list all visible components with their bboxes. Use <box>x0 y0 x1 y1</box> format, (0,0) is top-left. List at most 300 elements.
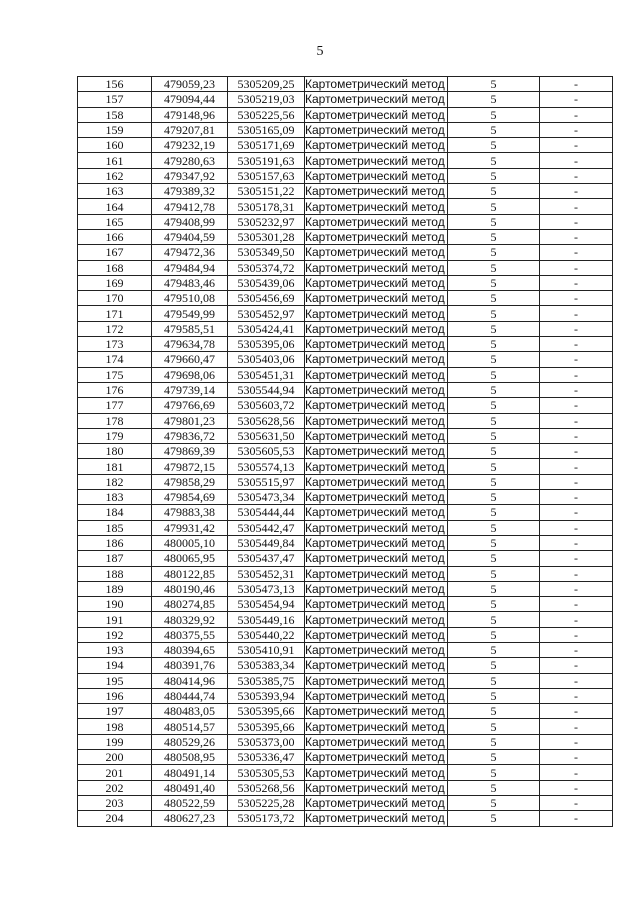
accuracy-cell: 5 <box>448 398 540 413</box>
description-cell: - <box>540 428 613 443</box>
accuracy-cell: 5 <box>448 413 540 428</box>
point-number-cell: 196 <box>78 688 152 703</box>
point-number-cell: 183 <box>78 490 152 505</box>
y-coordinate-cell: 5305437,47 <box>228 551 305 566</box>
y-coordinate-cell: 5305305,53 <box>228 765 305 780</box>
method-cell: Картометрический метод <box>305 811 448 826</box>
point-number-cell: 197 <box>78 704 152 719</box>
y-coordinate-cell: 5305191,63 <box>228 153 305 168</box>
point-number-cell: 189 <box>78 581 152 596</box>
description-cell: - <box>540 520 613 535</box>
table-row <box>78 352 613 367</box>
method-cell: Картометрический метод <box>305 92 448 107</box>
x-coordinate-cell: 479872,15 <box>152 459 228 474</box>
accuracy-cell: 5 <box>448 490 540 505</box>
method-cell: Картометрический метод <box>305 597 448 612</box>
accuracy-cell: 5 <box>448 245 540 260</box>
accuracy-cell: 5 <box>448 77 540 92</box>
x-coordinate-cell: 480391,76 <box>152 658 228 673</box>
accuracy-cell: 5 <box>448 459 540 474</box>
x-coordinate-cell: 480491,40 <box>152 780 228 795</box>
x-coordinate-cell: 479059,23 <box>152 77 228 92</box>
method-cell: Картометрический метод <box>305 138 448 153</box>
x-coordinate-cell: 479634,78 <box>152 337 228 352</box>
description-cell: - <box>540 245 613 260</box>
point-number-cell: 176 <box>78 382 152 397</box>
description-cell: - <box>540 688 613 703</box>
table-row <box>78 658 613 673</box>
table-row <box>78 214 613 229</box>
description-cell: - <box>540 77 613 92</box>
y-coordinate-cell: 5305603,72 <box>228 398 305 413</box>
method-cell: Картометрический метод <box>305 688 448 703</box>
coordinates-table-body <box>78 77 613 827</box>
description-cell: - <box>540 780 613 795</box>
method-cell: Картометрический метод <box>305 260 448 275</box>
y-coordinate-cell: 5305452,31 <box>228 566 305 581</box>
table-row <box>78 184 613 199</box>
accuracy-cell: 5 <box>448 321 540 336</box>
point-number-cell: 165 <box>78 214 152 229</box>
accuracy-cell: 5 <box>448 168 540 183</box>
method-cell: Картометрический метод <box>305 627 448 642</box>
x-coordinate-cell: 479484,94 <box>152 260 228 275</box>
y-coordinate-cell: 5305424,41 <box>228 321 305 336</box>
accuracy-cell: 5 <box>448 811 540 826</box>
y-coordinate-cell: 5305403,06 <box>228 352 305 367</box>
description-cell: - <box>540 275 613 290</box>
description-cell: - <box>540 658 613 673</box>
point-number-cell: 188 <box>78 566 152 581</box>
point-number-cell: 201 <box>78 765 152 780</box>
accuracy-cell: 5 <box>448 765 540 780</box>
x-coordinate-cell: 479836,72 <box>152 428 228 443</box>
description-cell: - <box>540 444 613 459</box>
table-row <box>78 459 613 474</box>
method-cell: Картометрический метод <box>305 566 448 581</box>
accuracy-cell: 5 <box>448 642 540 657</box>
accuracy-cell: 5 <box>448 260 540 275</box>
table-row <box>78 153 613 168</box>
method-cell: Картометрический метод <box>305 750 448 765</box>
table-row <box>78 337 613 352</box>
x-coordinate-cell: 479698,06 <box>152 367 228 382</box>
accuracy-cell: 5 <box>448 306 540 321</box>
accuracy-cell: 5 <box>448 367 540 382</box>
y-coordinate-cell: 5305173,72 <box>228 811 305 826</box>
table-row <box>78 367 613 382</box>
x-coordinate-cell: 479549,99 <box>152 306 228 321</box>
accuracy-cell: 5 <box>448 734 540 749</box>
table-row <box>78 428 613 443</box>
description-cell: - <box>540 719 613 734</box>
accuracy-cell: 5 <box>448 505 540 520</box>
method-cell: Картометрический метод <box>305 214 448 229</box>
method-cell: Картометрический метод <box>305 382 448 397</box>
x-coordinate-cell: 479854,69 <box>152 490 228 505</box>
x-coordinate-cell: 480522,59 <box>152 795 228 810</box>
description-cell: - <box>540 138 613 153</box>
y-coordinate-cell: 5305473,34 <box>228 490 305 505</box>
method-cell: Картометрический метод <box>305 122 448 137</box>
description-cell: - <box>540 229 613 244</box>
accuracy-cell: 5 <box>448 92 540 107</box>
point-number-cell: 179 <box>78 428 152 443</box>
accuracy-cell: 5 <box>448 214 540 229</box>
accuracy-cell: 5 <box>448 673 540 688</box>
accuracy-cell: 5 <box>448 795 540 810</box>
table-row <box>78 627 613 642</box>
table-row <box>78 597 613 612</box>
method-cell: Картометрический метод <box>305 612 448 627</box>
table-row <box>78 795 613 810</box>
description-cell: - <box>540 321 613 336</box>
point-number-cell: 180 <box>78 444 152 459</box>
description-cell: - <box>540 459 613 474</box>
point-number-cell: 170 <box>78 291 152 306</box>
point-number-cell: 182 <box>78 474 152 489</box>
table-row <box>78 92 613 107</box>
method-cell: Картометрический метод <box>305 704 448 719</box>
y-coordinate-cell: 5305444,44 <box>228 505 305 520</box>
x-coordinate-cell: 479510,08 <box>152 291 228 306</box>
accuracy-cell: 5 <box>448 750 540 765</box>
description-cell: - <box>540 474 613 489</box>
y-coordinate-cell: 5305373,00 <box>228 734 305 749</box>
point-number-cell: 185 <box>78 520 152 535</box>
y-coordinate-cell: 5305628,56 <box>228 413 305 428</box>
description-cell: - <box>540 734 613 749</box>
accuracy-cell: 5 <box>448 719 540 734</box>
y-coordinate-cell: 5305171,69 <box>228 138 305 153</box>
x-coordinate-cell: 479766,69 <box>152 398 228 413</box>
accuracy-cell: 5 <box>448 275 540 290</box>
accuracy-cell: 5 <box>448 581 540 596</box>
point-number-cell: 181 <box>78 459 152 474</box>
table-row <box>78 750 613 765</box>
description-cell: - <box>540 704 613 719</box>
table-row <box>78 168 613 183</box>
table-row <box>78 291 613 306</box>
y-coordinate-cell: 5305574,13 <box>228 459 305 474</box>
x-coordinate-cell: 480491,14 <box>152 765 228 780</box>
x-coordinate-cell: 480122,85 <box>152 566 228 581</box>
description-cell: - <box>540 291 613 306</box>
table-row <box>78 260 613 275</box>
y-coordinate-cell: 5305442,47 <box>228 520 305 535</box>
y-coordinate-cell: 5305157,63 <box>228 168 305 183</box>
y-coordinate-cell: 5305454,94 <box>228 597 305 612</box>
method-cell: Картометрический метод <box>305 428 448 443</box>
description-cell: - <box>540 551 613 566</box>
description-cell: - <box>540 199 613 214</box>
point-number-cell: 171 <box>78 306 152 321</box>
description-cell: - <box>540 367 613 382</box>
description-cell: - <box>540 107 613 122</box>
method-cell: Картометрический метод <box>305 780 448 795</box>
accuracy-cell: 5 <box>448 688 540 703</box>
point-number-cell: 186 <box>78 535 152 550</box>
description-cell: - <box>540 673 613 688</box>
y-coordinate-cell: 5305165,09 <box>228 122 305 137</box>
point-number-cell: 169 <box>78 275 152 290</box>
accuracy-cell: 5 <box>448 535 540 550</box>
method-cell: Картометрический метод <box>305 505 448 520</box>
description-cell: - <box>540 382 613 397</box>
point-number-cell: 159 <box>78 122 152 137</box>
method-cell: Картометрический метод <box>305 291 448 306</box>
point-number-cell: 190 <box>78 597 152 612</box>
table-row <box>78 505 613 520</box>
x-coordinate-cell: 480005,10 <box>152 535 228 550</box>
description-cell: - <box>540 122 613 137</box>
accuracy-cell: 5 <box>448 428 540 443</box>
y-coordinate-cell: 5305374,72 <box>228 260 305 275</box>
y-coordinate-cell: 5305219,03 <box>228 92 305 107</box>
point-number-cell: 202 <box>78 780 152 795</box>
table-row <box>78 245 613 260</box>
point-number-cell: 172 <box>78 321 152 336</box>
table-row <box>78 229 613 244</box>
x-coordinate-cell: 479280,63 <box>152 153 228 168</box>
description-cell: - <box>540 352 613 367</box>
description-cell: - <box>540 750 613 765</box>
description-cell: - <box>540 795 613 810</box>
x-coordinate-cell: 480508,95 <box>152 750 228 765</box>
table-row <box>78 566 613 581</box>
accuracy-cell: 5 <box>448 199 540 214</box>
x-coordinate-cell: 480529,26 <box>152 734 228 749</box>
method-cell: Картометрический метод <box>305 275 448 290</box>
y-coordinate-cell: 5305631,50 <box>228 428 305 443</box>
point-number-cell: 184 <box>78 505 152 520</box>
method-cell: Картометрический метод <box>305 398 448 413</box>
point-number-cell: 164 <box>78 199 152 214</box>
description-cell: - <box>540 490 613 505</box>
point-number-cell: 166 <box>78 229 152 244</box>
y-coordinate-cell: 5305385,75 <box>228 673 305 688</box>
y-coordinate-cell: 5305336,47 <box>228 750 305 765</box>
point-number-cell: 192 <box>78 627 152 642</box>
table-row <box>78 642 613 657</box>
table-row <box>78 719 613 734</box>
description-cell: - <box>540 214 613 229</box>
y-coordinate-cell: 5305178,31 <box>228 199 305 214</box>
description-cell: - <box>540 765 613 780</box>
accuracy-cell: 5 <box>448 184 540 199</box>
method-cell: Картометрический метод <box>305 734 448 749</box>
table-row <box>78 398 613 413</box>
table-row <box>78 138 613 153</box>
table-row <box>78 673 613 688</box>
method-cell: Картометрический метод <box>305 306 448 321</box>
table-row <box>78 535 613 550</box>
x-coordinate-cell: 479094,44 <box>152 92 228 107</box>
point-number-cell: 193 <box>78 642 152 657</box>
table-row <box>78 581 613 596</box>
table-row <box>78 382 613 397</box>
accuracy-cell: 5 <box>448 153 540 168</box>
y-coordinate-cell: 5305410,91 <box>228 642 305 657</box>
method-cell: Картометрический метод <box>305 107 448 122</box>
accuracy-cell: 5 <box>448 474 540 489</box>
x-coordinate-cell: 480444,74 <box>152 688 228 703</box>
method-cell: Картометрический метод <box>305 581 448 596</box>
description-cell: - <box>540 306 613 321</box>
table-row <box>78 734 613 749</box>
point-number-cell: 178 <box>78 413 152 428</box>
accuracy-cell: 5 <box>448 704 540 719</box>
x-coordinate-cell: 479412,78 <box>152 199 228 214</box>
accuracy-cell: 5 <box>448 122 540 137</box>
point-number-cell: 199 <box>78 734 152 749</box>
accuracy-cell: 5 <box>448 352 540 367</box>
description-cell: - <box>540 612 613 627</box>
y-coordinate-cell: 5305383,34 <box>228 658 305 673</box>
x-coordinate-cell: 479207,81 <box>152 122 228 137</box>
point-number-cell: 203 <box>78 795 152 810</box>
y-coordinate-cell: 5305456,69 <box>228 291 305 306</box>
x-coordinate-cell: 480514,57 <box>152 719 228 734</box>
method-cell: Картометрический метод <box>305 229 448 244</box>
x-coordinate-cell: 479660,47 <box>152 352 228 367</box>
method-cell: Картометрический метод <box>305 642 448 657</box>
table-row <box>78 199 613 214</box>
method-cell: Картометрический метод <box>305 199 448 214</box>
y-coordinate-cell: 5305395,66 <box>228 704 305 719</box>
method-cell: Картометрический метод <box>305 459 448 474</box>
description-cell: - <box>540 535 613 550</box>
table-row <box>78 275 613 290</box>
y-coordinate-cell: 5305151,22 <box>228 184 305 199</box>
point-number-cell: 160 <box>78 138 152 153</box>
y-coordinate-cell: 5305232,97 <box>228 214 305 229</box>
point-number-cell: 187 <box>78 551 152 566</box>
method-cell: Картометрический метод <box>305 153 448 168</box>
point-number-cell: 157 <box>78 92 152 107</box>
x-coordinate-cell: 479858,29 <box>152 474 228 489</box>
table-row <box>78 107 613 122</box>
table-row <box>78 520 613 535</box>
point-number-cell: 195 <box>78 673 152 688</box>
table-row <box>78 704 613 719</box>
y-coordinate-cell: 5305349,50 <box>228 245 305 260</box>
y-coordinate-cell: 5305395,06 <box>228 337 305 352</box>
description-cell: - <box>540 153 613 168</box>
description-cell: - <box>540 581 613 596</box>
x-coordinate-cell: 479472,36 <box>152 245 228 260</box>
method-cell: Картометрический метод <box>305 245 448 260</box>
x-coordinate-cell: 480375,55 <box>152 627 228 642</box>
accuracy-cell: 5 <box>448 520 540 535</box>
point-number-cell: 204 <box>78 811 152 826</box>
accuracy-cell: 5 <box>448 107 540 122</box>
y-coordinate-cell: 5305301,28 <box>228 229 305 244</box>
x-coordinate-cell: 479869,39 <box>152 444 228 459</box>
point-number-cell: 162 <box>78 168 152 183</box>
x-coordinate-cell: 480483,05 <box>152 704 228 719</box>
accuracy-cell: 5 <box>448 337 540 352</box>
table-row <box>78 490 613 505</box>
description-cell: - <box>540 92 613 107</box>
method-cell: Картометрический метод <box>305 337 448 352</box>
description-cell: - <box>540 627 613 642</box>
y-coordinate-cell: 5305544,94 <box>228 382 305 397</box>
x-coordinate-cell: 479801,23 <box>152 413 228 428</box>
x-coordinate-cell: 480394,65 <box>152 642 228 657</box>
x-coordinate-cell: 480329,92 <box>152 612 228 627</box>
x-coordinate-cell: 479148,96 <box>152 107 228 122</box>
x-coordinate-cell: 480414,96 <box>152 673 228 688</box>
point-number-cell: 194 <box>78 658 152 673</box>
x-coordinate-cell: 480190,46 <box>152 581 228 596</box>
x-coordinate-cell: 480065,95 <box>152 551 228 566</box>
y-coordinate-cell: 5305209,25 <box>228 77 305 92</box>
table-row <box>78 444 613 459</box>
table-row <box>78 688 613 703</box>
x-coordinate-cell: 479408,99 <box>152 214 228 229</box>
point-number-cell: 177 <box>78 398 152 413</box>
table-row <box>78 321 613 336</box>
y-coordinate-cell: 5305451,31 <box>228 367 305 382</box>
accuracy-cell: 5 <box>448 612 540 627</box>
accuracy-cell: 5 <box>448 780 540 795</box>
y-coordinate-cell: 5305515,97 <box>228 474 305 489</box>
point-number-cell: 198 <box>78 719 152 734</box>
accuracy-cell: 5 <box>448 551 540 566</box>
y-coordinate-cell: 5305473,13 <box>228 581 305 596</box>
coordinates-table <box>77 76 613 827</box>
point-number-cell: 173 <box>78 337 152 352</box>
x-coordinate-cell: 479404,59 <box>152 229 228 244</box>
table-row <box>78 811 613 826</box>
point-number-cell: 191 <box>78 612 152 627</box>
y-coordinate-cell: 5305452,97 <box>228 306 305 321</box>
x-coordinate-cell: 479739,14 <box>152 382 228 397</box>
accuracy-cell: 5 <box>448 382 540 397</box>
x-coordinate-cell: 479585,51 <box>152 321 228 336</box>
table-row <box>78 77 613 92</box>
description-cell: - <box>540 811 613 826</box>
table-row <box>78 765 613 780</box>
x-coordinate-cell: 480274,85 <box>152 597 228 612</box>
point-number-cell: 156 <box>78 77 152 92</box>
point-number-cell: 163 <box>78 184 152 199</box>
x-coordinate-cell: 479483,46 <box>152 275 228 290</box>
method-cell: Картометрический метод <box>305 367 448 382</box>
y-coordinate-cell: 5305440,22 <box>228 627 305 642</box>
method-cell: Картометрический метод <box>305 352 448 367</box>
method-cell: Картометрический метод <box>305 520 448 535</box>
y-coordinate-cell: 5305449,84 <box>228 535 305 550</box>
y-coordinate-cell: 5305449,16 <box>228 612 305 627</box>
description-cell: - <box>540 184 613 199</box>
point-number-cell: 168 <box>78 260 152 275</box>
method-cell: Картометрический метод <box>305 77 448 92</box>
y-coordinate-cell: 5305225,56 <box>228 107 305 122</box>
page-number: 5 <box>316 44 324 59</box>
y-coordinate-cell: 5305605,53 <box>228 444 305 459</box>
x-coordinate-cell: 479931,42 <box>152 520 228 535</box>
accuracy-cell: 5 <box>448 229 540 244</box>
x-coordinate-cell: 479883,38 <box>152 505 228 520</box>
accuracy-cell: 5 <box>448 566 540 581</box>
description-cell: - <box>540 337 613 352</box>
table-row <box>78 612 613 627</box>
method-cell: Картометрический метод <box>305 168 448 183</box>
description-cell: - <box>540 413 613 428</box>
accuracy-cell: 5 <box>448 597 540 612</box>
